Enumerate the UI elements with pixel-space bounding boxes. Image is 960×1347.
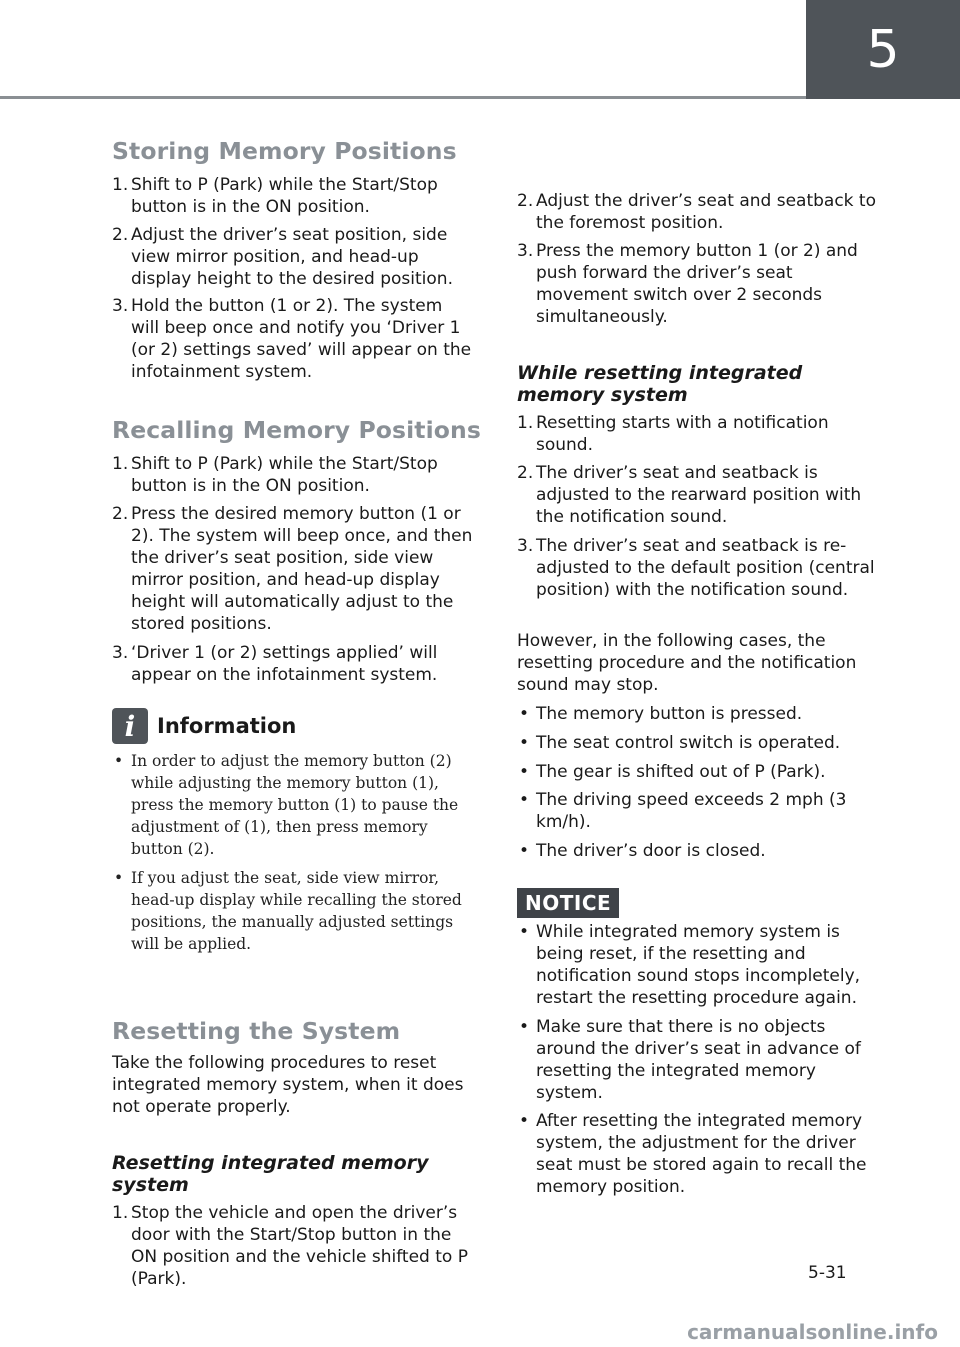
step-number: 1. — [112, 175, 129, 195]
bullet-text: Make sure that there is no objects around the driver’s seat in advance of resetting the integrated memory system. — [536, 1017, 861, 1103]
recalling-step-2 — [112, 503, 474, 635]
bullet-dot: • — [114, 869, 124, 887]
notice-label: NOTICE — [517, 888, 619, 918]
step-text: Shift to P (Park) while the Start/Stop button is in the ON position. — [131, 454, 438, 496]
notice-bullet-1 — [517, 921, 879, 1009]
bullet-dot: • — [519, 790, 530, 810]
storing-title: Storing Memory Positions — [112, 137, 457, 165]
resetting-subtitle-2: While resetting integrated memory system — [517, 362, 803, 406]
step-number: 1. — [517, 413, 534, 433]
recalling-title: Recalling Memory Positions — [112, 416, 481, 444]
bullet-dot: • — [519, 704, 530, 724]
while-step-3 — [517, 535, 879, 601]
step-text: Adjust the driver’s seat position, side view mirror position, and head-up display height to the desired position. — [131, 225, 453, 289]
page-number: 5-31 — [808, 1263, 847, 1283]
step-text: Shift to P (Park) while the Start/Stop button is in the ON position. — [131, 175, 438, 217]
bullet-text: The driver’s door is closed. — [536, 841, 766, 861]
bullet-text: The seat control switch is operated. — [536, 733, 841, 753]
resetting-step-1 — [112, 1202, 474, 1290]
resetting-step-3 — [517, 240, 879, 328]
bullet-dot: • — [519, 922, 530, 942]
recalling-step-3 — [112, 642, 474, 686]
step-number: 2. — [112, 225, 129, 245]
bullet-dot: • — [519, 733, 530, 753]
however-paragraph: However, in the following cases, the resetting procedure and the notification sound may stop. — [517, 631, 857, 695]
information-icon: i — [112, 708, 148, 744]
resetting-step-2 — [517, 190, 879, 234]
bullet-dot: • — [519, 1017, 530, 1037]
step-number: 2. — [517, 191, 534, 211]
step-text: Hold the button (1 or 2). The system will beep once and notify you ‘Driver 1 (or 2) settings saved’ will appear on the infotainment system. — [131, 296, 472, 382]
chapter-number: 5 — [866, 19, 900, 80]
case-item — [517, 789, 879, 833]
bullet-text: The gear is shifted out of P (Park). — [536, 762, 826, 782]
resetting-subtitle-1: Resetting integrated memory system — [112, 1152, 429, 1196]
step-text: Resetting starts with a notification sound. — [536, 413, 829, 455]
bullet-dot: • — [519, 762, 530, 782]
step-number: 2. — [112, 504, 129, 524]
bullet-text: While integrated memory system is being reset, if the resetting and notification sound stops incompletely, restart the resetting procedure again. — [536, 922, 861, 1008]
while-step-2 — [517, 462, 879, 528]
step-number: 3. — [517, 536, 534, 556]
step-text: The driver’s seat and seatback is re-adjusted to the default position (central position) with the notification sound. — [536, 536, 875, 600]
step-text: ‘Driver 1 (or 2) settings applied’ will appear on the infotainment system. — [131, 643, 438, 685]
step-text: Press the desired memory button (1 or 2). The system will beep once, and then the driver’s seat position, side view mirror position, and head-up display height will automatically adjust to the stored positions. — [131, 504, 473, 634]
step-number: 2. — [517, 463, 534, 483]
resetting-intro: Take the following procedures to reset integrated memory system, when it does not operate properly. — [112, 1053, 464, 1117]
notice-bullet-2 — [517, 1016, 879, 1104]
recalling-step-1 — [112, 453, 474, 497]
case-item — [517, 761, 879, 783]
bullet-dot: • — [519, 1111, 530, 1131]
step-number: 1. — [112, 454, 129, 474]
bullet-text: The driving speed exceeds 2 mph (3 km/h). — [536, 790, 847, 832]
bullet-text: The memory button is pressed. — [536, 704, 803, 724]
step-number: 3. — [112, 643, 129, 663]
case-item — [517, 840, 879, 862]
while-step-1 — [517, 412, 879, 456]
bullet-dot: • — [519, 841, 530, 861]
step-text: Stop the vehicle and open the driver’s door with the Start/Stop button in the ON position and the vehicle shifted to P (Park). — [131, 1203, 468, 1289]
step-text: The driver’s seat and seatback is adjusted to the rearward position with the notification sound. — [536, 463, 862, 527]
step-text: Press the memory button 1 (or 2) and push forward the driver’s seat movement switch over 2 seconds simultaneously. — [536, 241, 858, 327]
storing-step-2 — [112, 224, 474, 290]
bullet-dot: • — [114, 752, 124, 770]
information-bullet-1 — [112, 750, 474, 860]
notice-bullet-3 — [517, 1110, 879, 1198]
storing-step-1 — [112, 174, 474, 218]
bullet-text: If you adjust the seat, side view mirror, head-up display while recalling the stored positions, the manually adjusted settings will be applied. — [131, 869, 462, 953]
header-rule — [0, 96, 806, 99]
step-number: 3. — [112, 296, 129, 316]
bullet-text: After resetting the integrated memory system, the adjustment for the driver seat must be stored again to recall the memory position. — [536, 1111, 867, 1197]
information-title: Information — [157, 714, 297, 738]
watermark: carmanualsonline.info — [687, 1320, 938, 1344]
bullet-text: In order to adjust the memory button (2) while adjusting the memory button (1), press the memory button (1) to pause the adjustment of (1), then press memory button (2). — [131, 752, 459, 858]
step-text: Adjust the driver’s seat and seatback to the foremost position. — [536, 191, 876, 233]
information-header — [112, 708, 296, 744]
information-bullet-2 — [112, 867, 474, 955]
step-number: 3. — [517, 241, 534, 261]
storing-step-3 — [112, 295, 474, 383]
resetting-title: Resetting the System — [112, 1017, 401, 1045]
chapter-tab — [806, 0, 960, 99]
case-item — [517, 703, 879, 725]
step-number: 1. — [112, 1203, 129, 1223]
case-item — [517, 732, 879, 754]
